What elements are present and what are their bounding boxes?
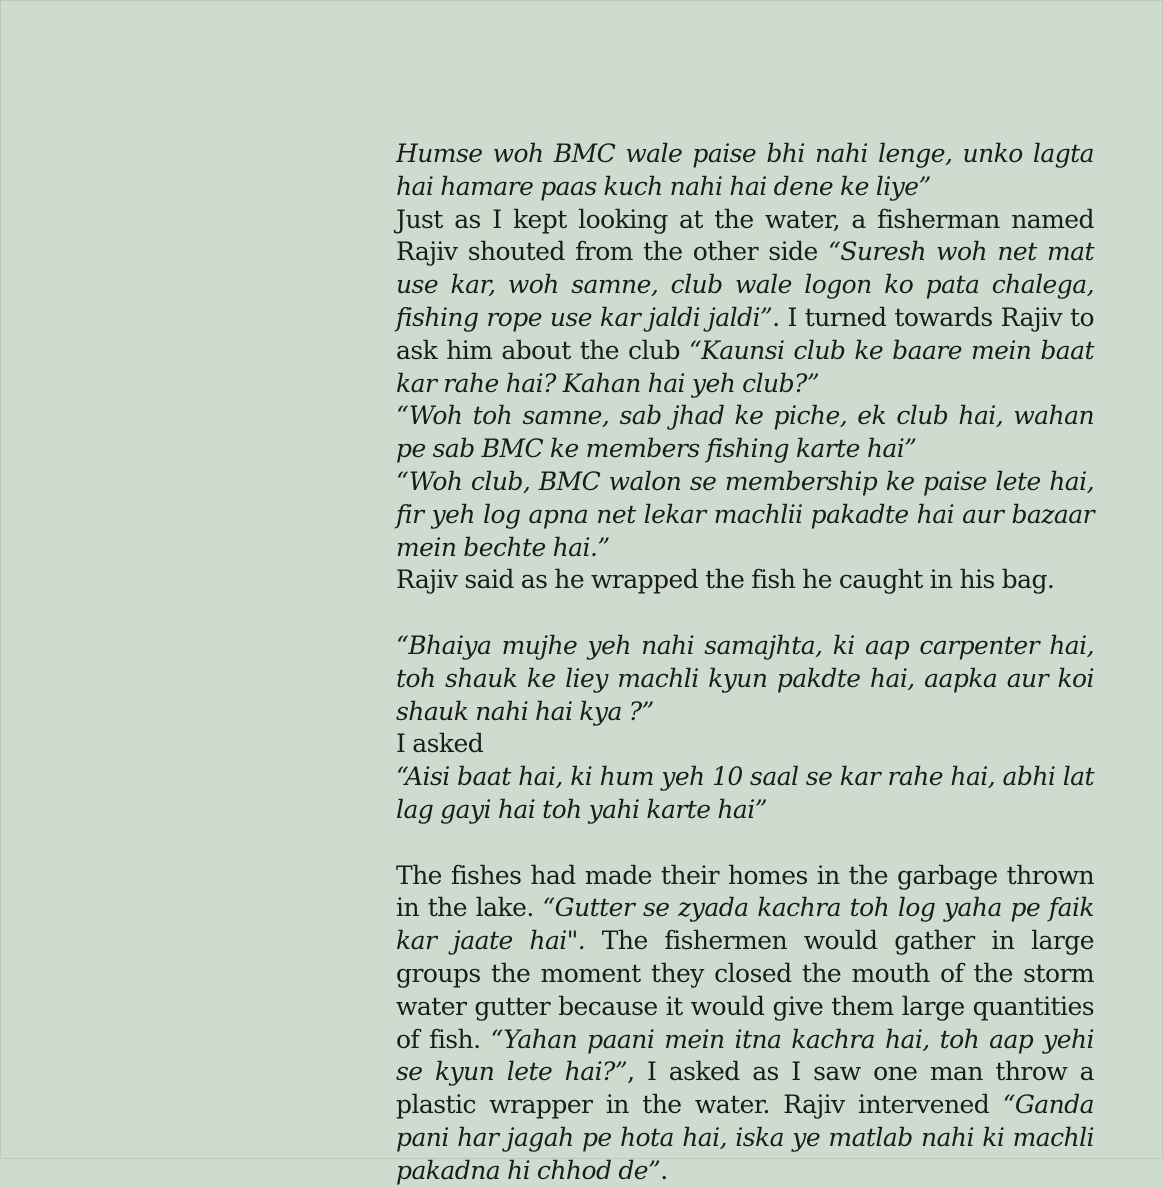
quote-span: “Bhaiya mujhe yeh nahi samajhta, ki aap carpenter hai, toh shauk ke liey machli kyun pakdte hai, aapka aur koi shauk nahi hai kya ?”: [396, 630, 1094, 726]
paragraph: [396, 860, 1094, 1188]
narration-span: The fishes had made their homes in the garbage thrown in the lake.: [396, 860, 1094, 923]
quote-span: “Woh club, BMC walon se membership ke paise lete hai, fir yeh log apna net lekar machlii pakadte hai aur bazaar mein bechte hai.”: [396, 466, 1094, 562]
body-text: [396, 138, 1094, 1188]
narration-span: The fishermen would gather in large groups the moment they closed the mouth of the storm water gutter because it would give them large quantities of fish.: [396, 926, 1095, 1054]
narration-span: Rajiv said as he wrapped the fish he caught in his bag.: [396, 565, 1055, 595]
quote-span: “Aisi baat hai, ki hum yeh 10 saal se kar rahe hai, abhi lat lag gayi hai toh yahi karte hai”: [396, 762, 1094, 824]
paragraph: [396, 728, 1094, 761]
quote-span: Humse woh BMC wale paise bhi nahi lenge, unko lagta hai hamare paas kuch nahi hai dene ke liye”: [396, 139, 1094, 201]
narration-span: I asked: [396, 729, 484, 759]
paragraph: [396, 564, 1094, 597]
paragraph: [396, 630, 1094, 728]
paragraph: [396, 761, 1094, 827]
narration-span: .: [660, 1155, 668, 1185]
quote-span: “Gutter se zyada kachra toh log yaha pe faik kar jaate hai".: [396, 893, 1094, 956]
quote-span: “Ganda pani har jagah pe hota hai, iska ye matlab nahi ki machli pakadna hi chhod de”: [396, 1090, 1094, 1185]
paragraph: [396, 466, 1094, 564]
narration-span: . I turned towards Rajiv to ask him about the club: [396, 302, 1094, 365]
narration-span: , I asked as I saw one man throw a plastic wrapper in the water. Rajiv intervened: [396, 1057, 1095, 1120]
quote-span: “Suresh woh net mat use kar, woh samne, club wale logon ko pata chalega, fishing rope use kar jaldi jaldi”: [396, 237, 1094, 332]
narration-span: Just as I kept looking at the water, a fisherman named Rajiv shouted from the other side: [396, 204, 1094, 267]
quote-span: “Yahan paani mein itna kachra hai, toh aap yehi se kyun lete hai?”: [396, 1024, 1094, 1087]
paragraph: [396, 204, 1094, 401]
quote-span: “Kaunsi club ke baare mein baat kar rahe hai? Kahan hai yeh club?”: [396, 335, 1094, 398]
quote-span: “Woh toh samne, sab jhad ke piche, ek club hai, wahan pe sab BMC ke members fishing karte hai”: [396, 401, 1094, 464]
paragraph: [396, 138, 1094, 204]
paragraph: [396, 400, 1094, 466]
